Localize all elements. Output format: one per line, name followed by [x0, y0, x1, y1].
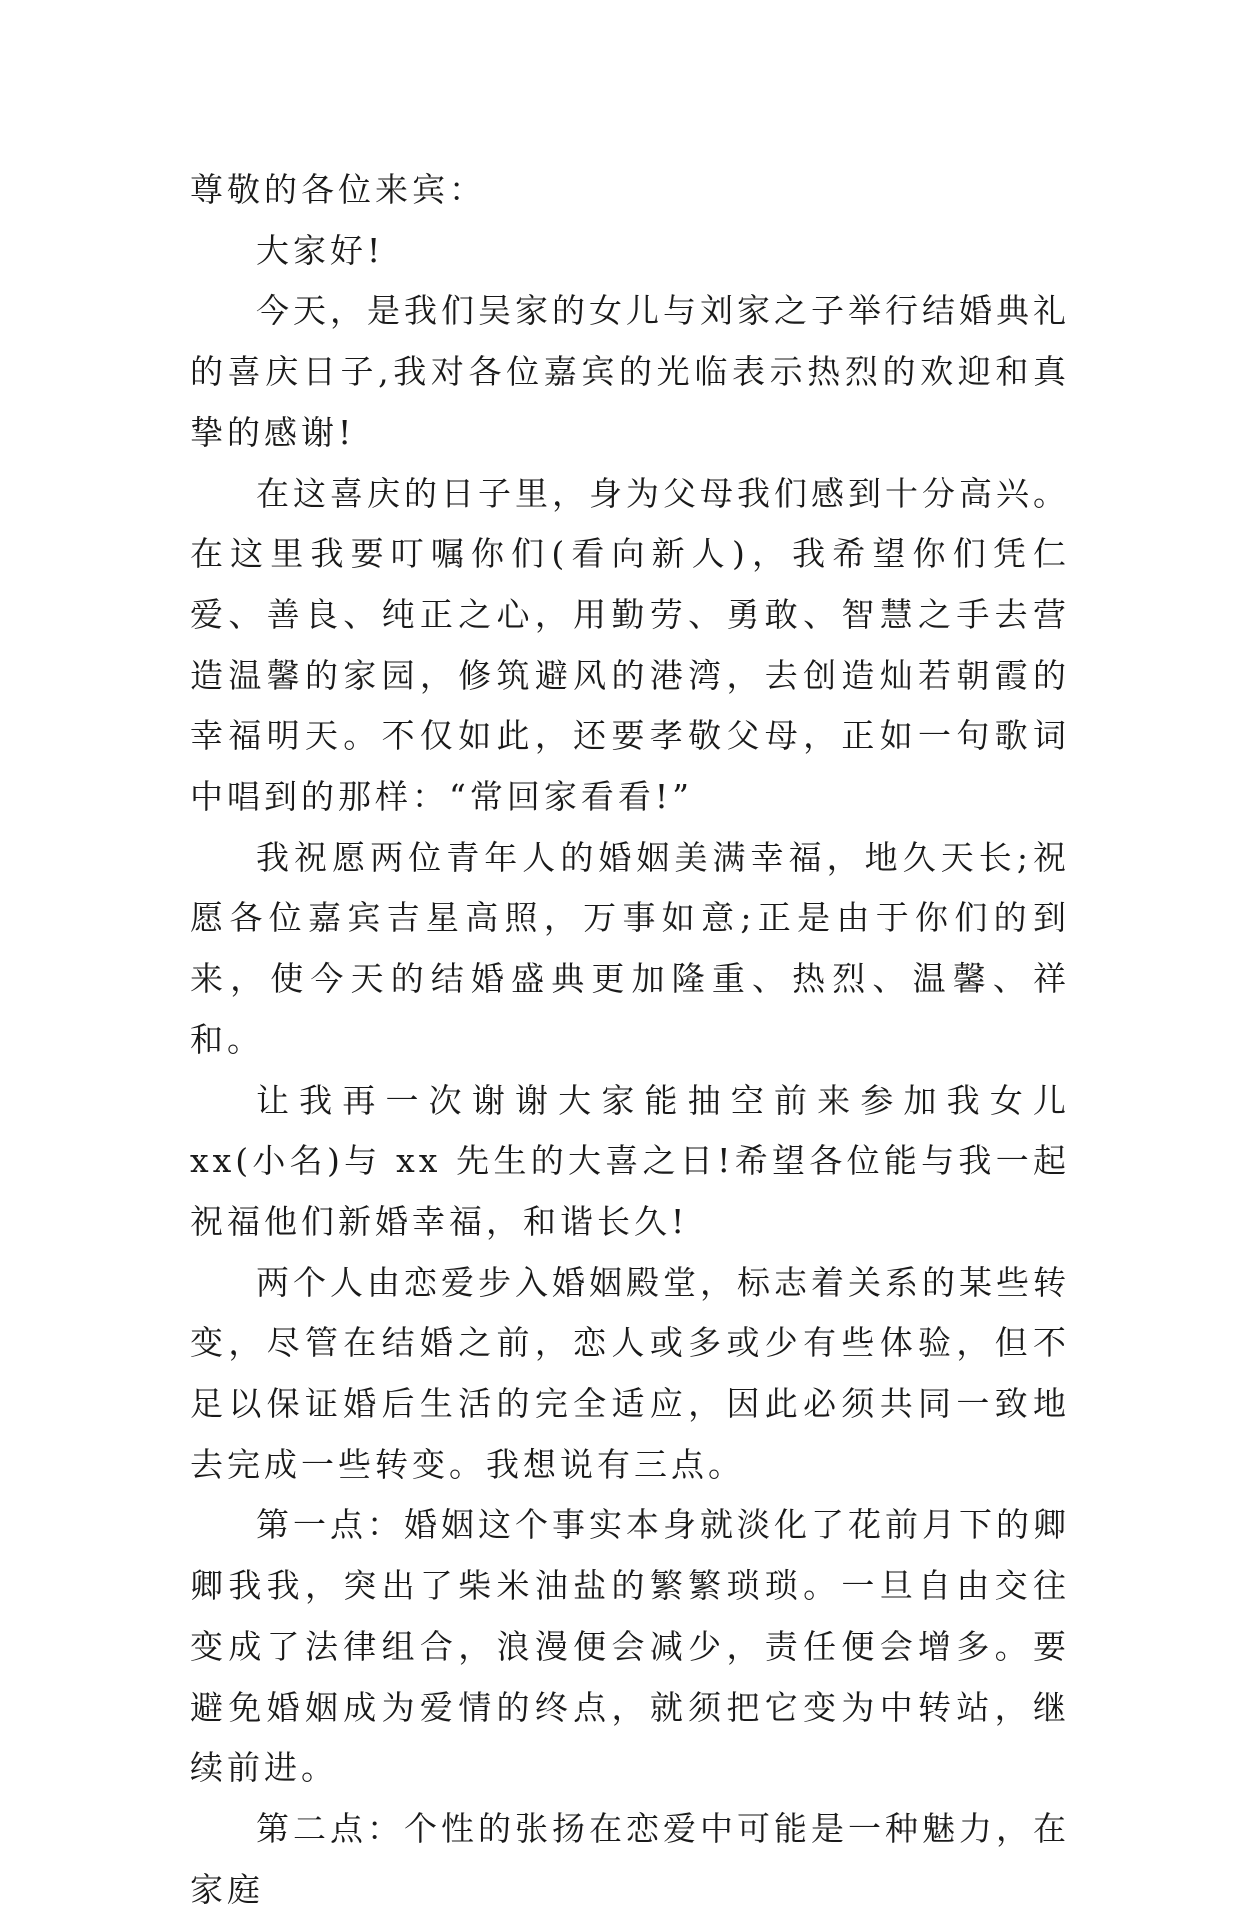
paragraph-advice: 在这喜庆的日子里，身为父母我们感到十分高兴。在这里我要叮嘱你们(看向新人)，我希望你们凭仁爱、善良、纯正之心，用勤劳、勇敢、智慧之手去营造温馨的家园，修筑避风的港湾，去创造灿若朝霞的幸福明天。不仅如此，还要孝敬父母，正如一句歌词中唱到的那样：“常回家看看!” [190, 473, 1070, 817]
paragraph-wishes: 我祝愿两位青年人的婚姻美满幸福，地久天长;祝愿各位嘉宾吉星高照，万事如意;正是由于你们的到来，使今天的结婚盛典更加隆重、热烈、温馨、祥和。 [190, 837, 1070, 1059]
paragraph-transition: 两个人由恋爱步入婚姻殿堂，标志着关系的某些转变，尽管在结婚之前，恋人或多或少有些体验，但不足以保证婚后生活的完全适应，因此必须共同一致地去完成一些转变。我想说有三点。 [190, 1262, 1070, 1484]
paragraph-point-one: 第一点：婚姻这个事实本身就淡化了花前月下的卿卿我我，突出了柴米油盐的繁繁琐琐。一旦自由交往变成了法律组合，浪漫便会减少，责任便会增多。要避免婚姻成为爱情的终点，就须把它变为中转站，继续前进。 [190, 1505, 1070, 1788]
paragraph-welcome: 今天，是我们吴家的女儿与刘家之子举行结婚典礼的喜庆日子,我对各位嘉宾的光临表示热烈的欢迎和真挚的感谢! [190, 291, 1070, 452]
document-body [190, 160, 1070, 1920]
paragraph-hello: 大家好! [256, 230, 385, 270]
paragraph-thanks: 让我再一次谢谢大家能抽空前来参加我女儿 xx(小名)与 xx 先生的大喜之日!希望各位能与我一起祝福他们新婚幸福，和谐长久! [190, 1080, 1070, 1241]
greeting-line: 尊敬的各位来宾： [190, 170, 486, 209]
paragraph-point-two: 第二点：个性的张扬在恋爱中可能是一种魅力，在家庭 [190, 1808, 1070, 1909]
